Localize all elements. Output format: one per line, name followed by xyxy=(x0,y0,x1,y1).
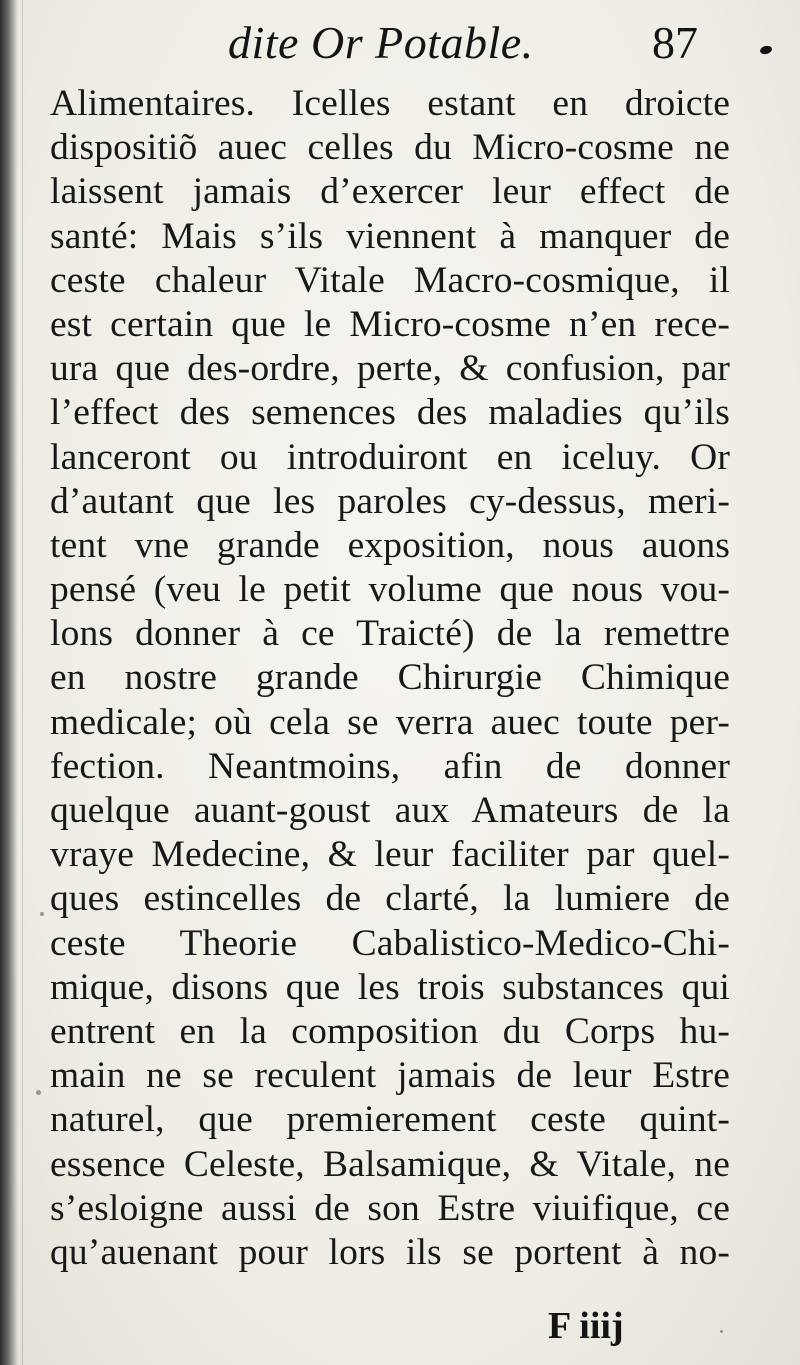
text-line: entrent en la composition du Corps hu- xyxy=(50,1010,730,1052)
text-line: Alimentaires. Icelles estant en droicte xyxy=(50,83,730,124)
paper-speck xyxy=(36,1090,41,1095)
text-line: tent vne grande exposition, nous auons xyxy=(50,524,730,566)
text-line: s’esloigne aussi de son Estre viuifique, ce xyxy=(50,1187,730,1229)
paper-speck xyxy=(720,1330,723,1333)
paper-speck xyxy=(40,912,44,916)
text-line: essence Celeste, Balsamique, & Vitale, ne xyxy=(50,1143,730,1185)
text-line: l’effect des semences des maladies qu’ils xyxy=(50,392,730,434)
text-line: ura que des-ordre, perte, & confusion, par xyxy=(50,348,730,390)
page-number: 87 xyxy=(652,17,698,68)
text-line: pensé (veu le petit volume que nous vou- xyxy=(50,569,730,611)
page-header xyxy=(0,10,800,70)
text-line: mique, disons que les trois substances qui xyxy=(50,966,730,1008)
text-line: ceste Theorie Cabalistico-Medico-Chi- xyxy=(50,922,730,964)
binding-shadow xyxy=(0,0,18,1365)
text-line: laissent jamais d’exercer leur effect de xyxy=(50,171,730,213)
signature-mark: F iiij xyxy=(548,1305,624,1347)
text-line: lanceront ou introduiront en iceluy. Or xyxy=(50,436,730,478)
text-line: santé: Mais s’ils viennent à manquer de xyxy=(50,215,730,257)
text-line: vraye Medecine, & leur faciliter par quel- xyxy=(50,834,730,876)
text-line: fection. Neantmoins, afin de donner xyxy=(50,745,730,787)
body-text xyxy=(50,82,730,1275)
page-edge xyxy=(22,0,23,1365)
ink-mark xyxy=(759,45,773,56)
text-line: d’autant que les paroles cy-dessus, meri- xyxy=(50,480,730,522)
text-line: dispositiõ auec celles du Micro-cosme ne xyxy=(50,127,730,169)
text-line: naturel, que premierement ceste quint- xyxy=(50,1099,730,1141)
text-line: lons donner à ce Traicté) de la remettre xyxy=(50,613,730,655)
text-line: est certain que le Micro-cosme n’en rece- xyxy=(50,303,730,345)
text-line: ceste chaleur Vitale Macro-cosmique, il xyxy=(50,259,730,301)
text-line: en nostre grande Chirurgie Chimique xyxy=(50,657,730,699)
text-line: main ne se reculent jamais de leur Estre xyxy=(50,1055,730,1097)
running-title: dite Or Potable. xyxy=(228,17,534,68)
text-line: medicale; où cela se verra auec toute per- xyxy=(50,701,730,743)
text-line: ques estincelles de clarté, la lumiere de xyxy=(50,878,730,920)
text-line: quelque auant-goust aux Amateurs de la xyxy=(50,790,730,831)
text-line: qu’auenant pour lors ils se portent à no- xyxy=(50,1231,730,1273)
